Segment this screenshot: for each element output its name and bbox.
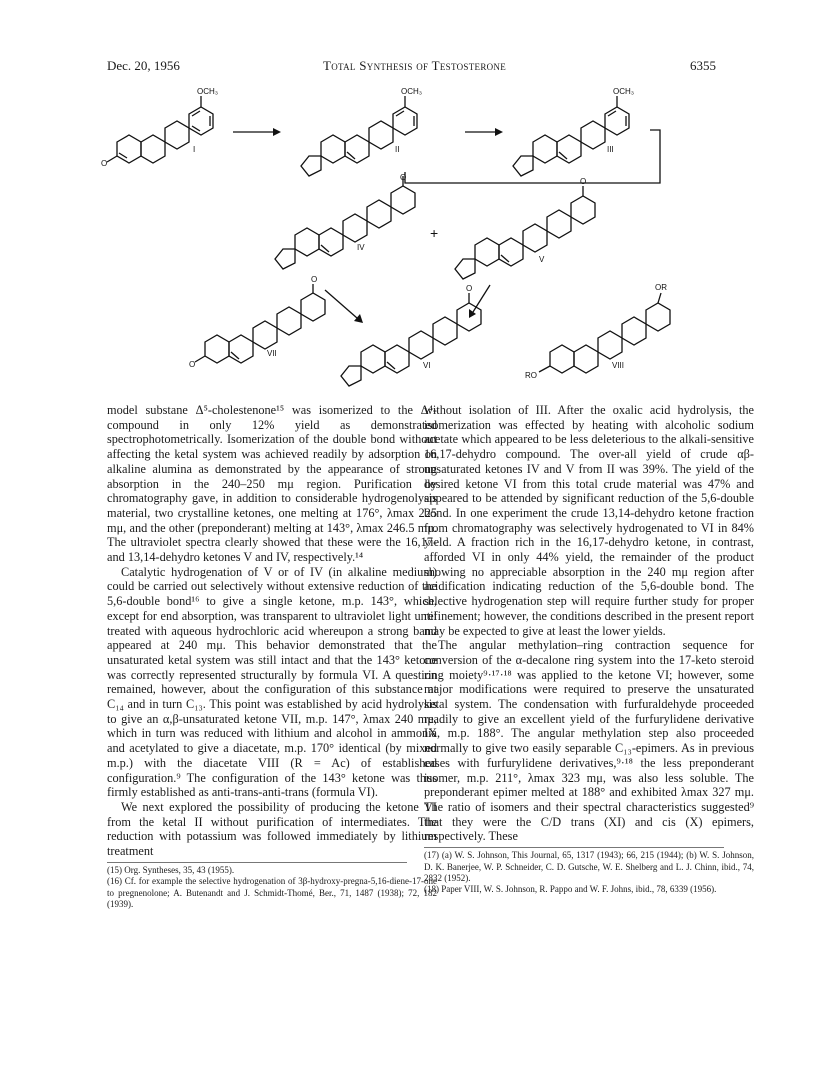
compound-III: [513, 87, 634, 176]
footnote: (15) Org. Syntheses, 35, 43 (1955).: [107, 864, 235, 875]
body-paragraph: model substane Δ⁵-cholestenone¹⁵ was isomerized to the Δ⁴-compound in only 12% yield as demonstrated spectrophotometrically. Isomerization of the double bond without affecting the ketal system was achieved readily by adsorption on alkaline alumina as demonstrated by the appearance of strong absorption in the 240–250 mμ region. Purification by chromatography gave, in addition to considerable hydrogenolysis material, two crystalline ketones, one melting at 176°, λmax 225 mμ, and the other (preponderant) melting at 143°, λmax 246.5 mμ. The ultraviolet spectra clearly showed that these were the 16,17- and 13,14-dehydro ketones V and IV, respectively.¹⁴: [107, 403, 437, 565]
compound-V: [455, 177, 595, 279]
body-paragraph: without isolation of III. After the oxalic acid hydrolysis, the isomerization was effected by heating with alcoholic sodium acetate which appeared to be less deleterious to the alkali-sensitive 16,17-dehydro compound. The over-all yield of crude αβ-unsaturated ketones IV and V from II was 39%. The yield of the desired ketone VI from this total crude material was 47% and appeared to be attended by significant reduction of the 5,6-double bond. In one experiment the crude 13,14-dehydro ketone fraction from chromatography was selectively hydrogenated to VI in 84% yield. A fraction rich in the 16,17-dehydro ketone, in contrast, afforded VI in only 44% yield, the remainder of the product showing no appreciable absorption in the 240 mμ region after acidification indicating reduction of the 5,6-double bond. The selective hydrogenation step will require further study for proper refinement; however, the conditions described in the present report may be expected to give at least the lower yields.: [424, 403, 754, 638]
compound-label-V: V: [539, 255, 545, 264]
compound-VI: [341, 284, 481, 386]
compound-VIII: [525, 283, 670, 380]
reaction-scheme: [95, 80, 735, 390]
footnote: (17) (a) W. S. Johnson, This Journal, 65, 1317 (1943); 66, 215 (1944); (b) W. S. Johnson, D. K. Banerjee, W. P. Schneider, C. D. Gutsche, W. E. Shelberg and L. J. Chinn, ibid., 74, 2832 (1952).: [424, 850, 754, 883]
compound-II: [301, 87, 422, 176]
ester-label-VIII: RO: [525, 371, 537, 380]
right-column: [424, 403, 754, 896]
hydroxy-label-VIII: OR: [655, 283, 667, 292]
ketone-label-VII-c3: O: [189, 360, 196, 369]
header-page-number: 6355: [690, 58, 716, 73]
compound-I: [101, 87, 218, 168]
compound-label-VI: VI: [423, 361, 431, 370]
footnote: (16) Cf. for example the selective hydrogenation of 3β-hydroxy-pregna-5,16-diene-17-one to pregnenolone; A. Butenandt and J. Schmidt-Thomé, Ber., 71, 1487 (1938); 72, 182 (1939).: [107, 876, 437, 910]
header-date: Dec. 20, 1956: [107, 58, 180, 73]
ketone-label-I: O: [101, 159, 108, 168]
body-paragraph: We next explored the possibility of producing the ketone VI from the ketal II without purification of intermediates. The reduction with potassium was followed immediately by lithium treatment: [107, 799, 437, 859]
plus-sign: +: [430, 225, 439, 241]
methoxy-label-I: OCH₃: [197, 87, 219, 96]
footnote-divider: [424, 847, 724, 848]
footnote: (18) Paper VIII, W. S. Johnson, R. Pappo and W. F. Johns, ibid., 78, 6339 (1956).: [424, 884, 717, 895]
header-title: Total Synthesis of Testosterone: [322, 58, 507, 73]
compound-IV: [275, 173, 415, 269]
methoxy-label-II: OCH₃: [401, 87, 423, 96]
compound-label-VIII: VIII: [612, 361, 625, 370]
ketone-label-VI: O: [466, 284, 473, 293]
body-paragraph: Catalytic hydrogenation of V or of IV (in alkaline medium) could be carried out selectively without extensive reduction of the 5,6-double bond¹⁶ to give a single ketone, m.p. 143°, which, except for end absorption, was transparent to ultraviolet light until treated with aqueous hydrochloric acid whereupon a strong band appeared at 240 mμ. This behavior demonstrated that the unsaturated ketal system was still intact and that the 143° ketone was correctly represented structurally by formula VI. A question remained, however, about the configuration of this substance at C₁₄ and in turn C₁₃. This point was established by acid hydrolysis to give an α,β-unsaturated ketone VII, m.p. 147°, λmax 240 mμ, which in turn was reduced with lithium and alcohol in ammonia and acetylated to give a diacetate, m.p. 170° identical (by mixed m.p.) with the diacetate VIII (R = Ac) of established configuration.⁹ The configuration of the 143° ketone was thus firmly established as anti-trans-anti-trans (formula VI).: [107, 564, 437, 800]
compound-label-IV: IV: [357, 243, 365, 252]
methoxy-label-III: OCH₃: [613, 87, 635, 96]
left-column: [107, 403, 437, 910]
compound-label-I: I: [193, 145, 196, 154]
body-paragraph: The angular methylation–ring contraction sequence for conversion of the α-decalone ring system into the 17-keto steroid ring moiety⁹·¹⁷·¹⁸ was applied to the ketone VI; however, some major modifications were required to preserve the unsaturated ketal system. The condensation with furfuraldehyde proceeded readily to give an excellent yield of the furfurylidene derivative IX, m.p. 188°. The angular methylation step also proceeded normally to give two easily separable C₁₃-epimers. As in previous cases with furfurylidene derivatives,⁹·¹⁸ the less preponderant isomer, m.p. 211°, λmax 323 mμ, was also less soluble. The preponderant epimer melted at 188° and exhibited λmax 327 mμ. The ratio of isomers and their spectral characteristics suggested⁹ that they were the C/D trans (XI) and cis (X) epimers, respectively. These: [424, 638, 754, 844]
ketone-label-V: O: [580, 177, 587, 186]
compound-VII: [189, 275, 325, 369]
footnote-divider: [107, 862, 407, 863]
compound-label-II: II: [395, 145, 400, 154]
ketone-label-IV: O: [400, 173, 407, 182]
ketone-label-VII-c17: O: [311, 275, 318, 284]
compound-label-III: III: [607, 145, 614, 154]
compound-label-VII: VII: [267, 349, 277, 358]
